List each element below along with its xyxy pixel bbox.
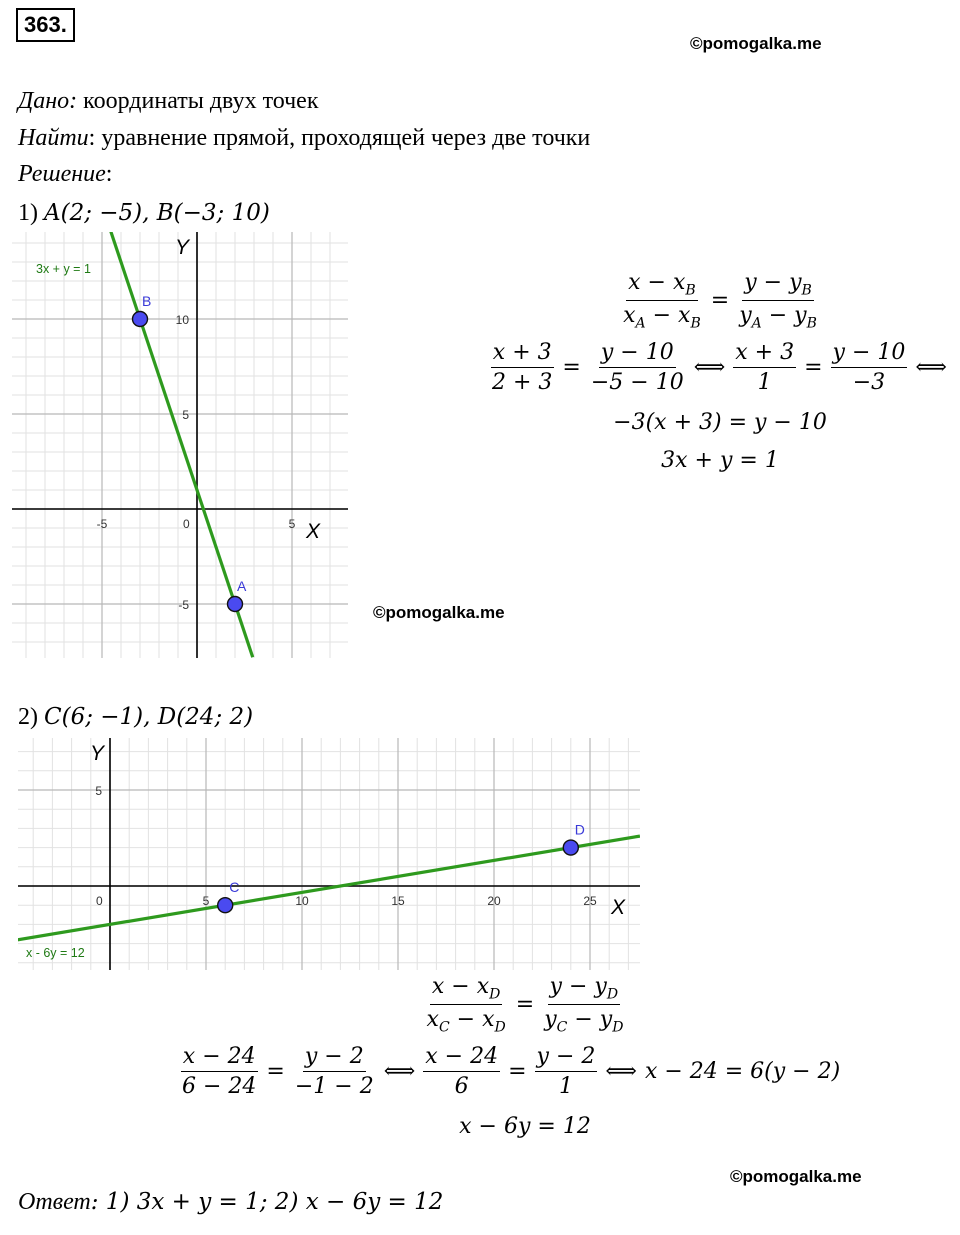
x-tick-label: 0 — [183, 517, 190, 531]
part2-formula-lhs: $\frac{x - x_D}{x_C - x_D}$ — [426, 974, 506, 1036]
solution-label: Решение — [18, 161, 106, 187]
solution-line — [18, 161, 112, 188]
given-line — [18, 88, 319, 115]
part1-step3: −3(x + 3) = y − 10 — [613, 410, 827, 435]
part1-points: A(2; −5), B(−3; 10) — [44, 200, 270, 226]
y-tick-label: 5 — [182, 408, 189, 422]
part2-heading — [18, 704, 253, 731]
graph-line — [110, 232, 253, 657]
point-label-b: B — [142, 293, 152, 309]
x-tick-label: 0 — [96, 894, 103, 908]
x-tick-label: 20 — [487, 894, 501, 908]
y-axis-label: Y — [175, 236, 190, 259]
point-label-d: D — [574, 821, 585, 838]
x-tick-label: 15 — [391, 894, 405, 908]
given-label: Дано: — [18, 88, 78, 114]
find-line — [18, 125, 590, 152]
point-d — [563, 840, 578, 855]
given-text: координаты двух точек — [77, 88, 319, 114]
part2-formula: $\frac{x - x_D}{x_C - x_D}$ = $\frac{y - y_D}{y_C - y_D}$ — [426, 974, 624, 1036]
problem-number: 363. — [16, 8, 75, 42]
graph-2 — [18, 738, 640, 970]
x-tick-label: 5 — [288, 517, 296, 531]
find-label: Найти — [18, 125, 89, 151]
x-tick-label: -5 — [96, 517, 108, 531]
answer-label: Ответ — [18, 1189, 91, 1215]
part1-num: 1) — [18, 200, 38, 226]
point-b — [133, 312, 148, 327]
part2-num: 2) — [18, 704, 38, 730]
part1-formula-rhs: $\frac{y - y_B}{y_A - y_B}$ — [739, 270, 817, 332]
part1-formula-lhs: $\frac{x - x_B}{x_A - x_B}$ — [623, 270, 701, 332]
part1-formula: $\frac{x - x_B}{x_A - x_B}$ = $\frac{y - y_B}{y_A - y_B}$ — [623, 270, 817, 332]
x-axis-label: X — [306, 520, 321, 543]
part1-step2: $\frac{x + 3}{2 + 3}$ = $\frac{y - 10}{-5 - 10}$ ⟺ $\frac{x + 3}{1}$ = $\frac{y - 10}{-3}$ ⟺ — [492, 340, 947, 395]
find-text: : уравнение прямой, проходящей через две точки — [88, 125, 591, 151]
part2-step3: x − 6y = 12 — [459, 1114, 591, 1139]
part1-heading — [18, 200, 270, 227]
y-axis-label: Y — [90, 742, 105, 765]
x-axis-label: X — [611, 896, 626, 919]
x-tick-label: 5 — [202, 894, 210, 908]
point-label-c: C — [229, 879, 240, 896]
point-a — [228, 597, 243, 612]
watermark-bottom: ©pomogalka.me — [730, 1167, 862, 1186]
part1-step4: 3x + y = 1 — [661, 448, 779, 473]
x-tick-label: 10 — [295, 894, 309, 908]
watermark-middle: ©pomogalka.me — [373, 603, 505, 622]
line-label: x - 6y = 12 — [26, 946, 85, 960]
y-tick-label: 10 — [175, 313, 189, 327]
graph-1 — [12, 232, 348, 658]
line-label: 3x + y = 1 — [36, 262, 91, 276]
answer-line — [18, 1189, 443, 1216]
part2-points: C(6; −1), D(24; 2) — [44, 704, 254, 730]
y-tick-label: 5 — [95, 784, 102, 798]
part2-formula-rhs: $\frac{y - y_D}{y_C - y_D}$ — [544, 974, 624, 1036]
part2-step2: $\frac{x - 24}{6 - 24}$ = $\frac{y - 2}{-1 - 2}$ ⟺ $\frac{x - 24}{6}$ = $\frac{y - 2}{1}$ ⟺ x − 24 = 6(y − 2) — [182, 1044, 841, 1099]
y-tick-label: -5 — [178, 598, 189, 612]
point-label-a: A — [237, 578, 247, 594]
x-tick-label: 25 — [583, 894, 597, 908]
point-c — [218, 898, 233, 913]
answer-text: : 1) 3x + y = 1; 2) x − 6y = 12 — [90, 1189, 444, 1215]
watermark-top: ©pomogalka.me — [690, 34, 822, 53]
solution-text: : — [105, 161, 113, 187]
